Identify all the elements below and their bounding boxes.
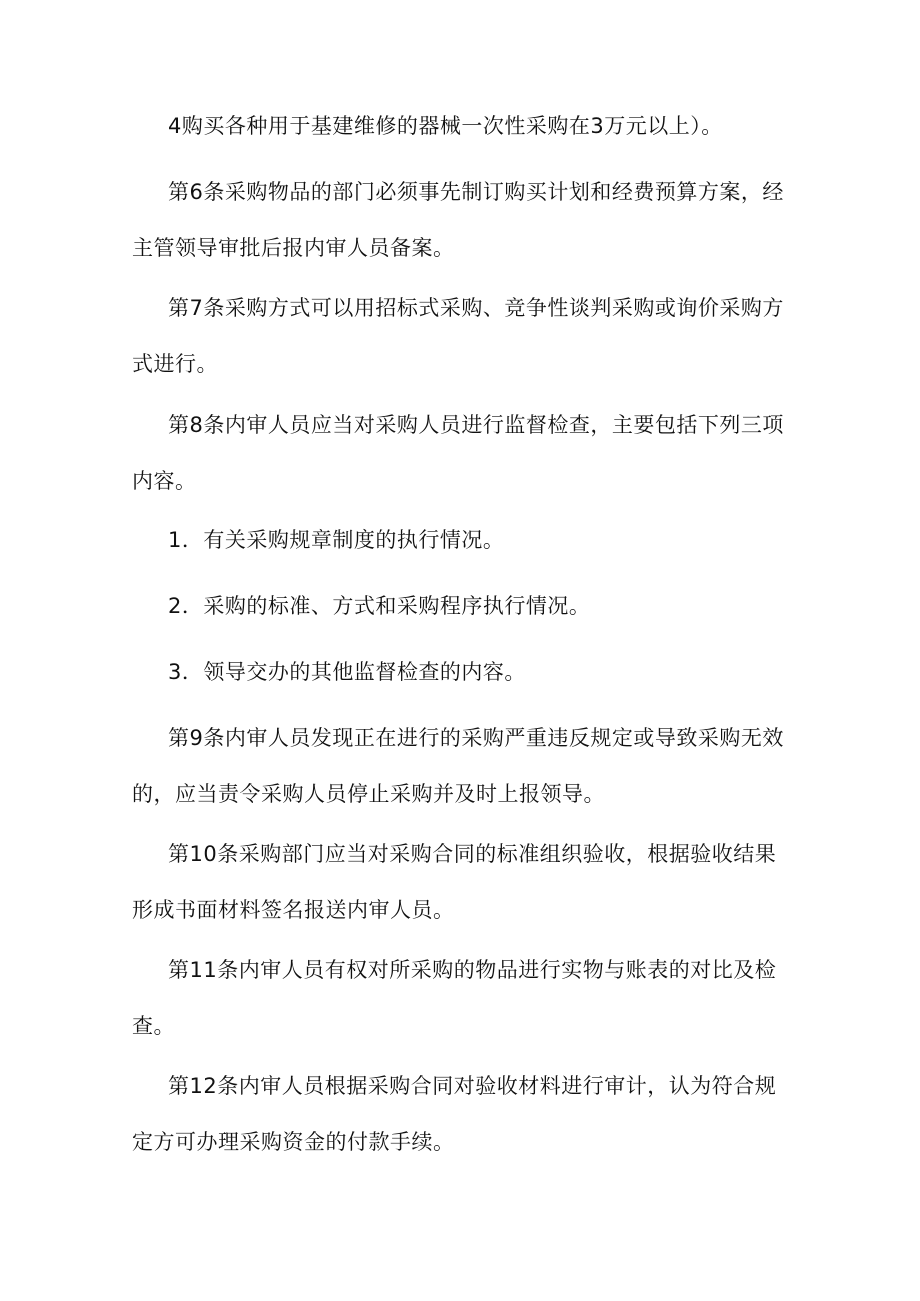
list-item-3: 3．领导交办的其他监督检查的内容。 [168, 660, 526, 684]
paragraph-item-4-clause: 4购买各种用于基建维修的器械一次性采购在3万元以上）。 [168, 114, 723, 138]
paragraph-article-9: 第9条内审人员发现正在进行的采购严重违反规定或导致采购无效的，应当责令采购人员停止采购并及时上报领导。 [132, 726, 784, 806]
paragraph-article-7: 第7条采购方式可以用招标式采购、竞争性谈判采购或询价采购方式进行。 [132, 296, 784, 376]
list-item-2: 2．采购的标准、方式和采购程序执行情况。 [168, 594, 591, 618]
paragraph-article-6: 第6条采购物品的部门必须事先制订购买计划和经费预算方案，经主管领导审批后报内审人员备案。 [132, 180, 784, 260]
paragraph-article-11: 第11条内审人员有权对所采购的物品进行实物与账表的对比及检查。 [132, 958, 777, 1038]
paragraph-article-10: 第10条采购部门应当对采购合同的标准组织验收，根据验收结果形成书面材料签名报送内审人员。 [132, 842, 777, 922]
paragraph-article-12: 第12条内审人员根据采购合同对验收材料进行审计，认为符合规定方可办理采购资金的付款手续。 [132, 1074, 777, 1154]
paragraph-article-8: 第8条内审人员应当对采购人员进行监督检查，主要包括下列三项内容。 [132, 413, 784, 493]
list-item-1: 1．有关采购规章制度的执行情况。 [168, 528, 505, 552]
